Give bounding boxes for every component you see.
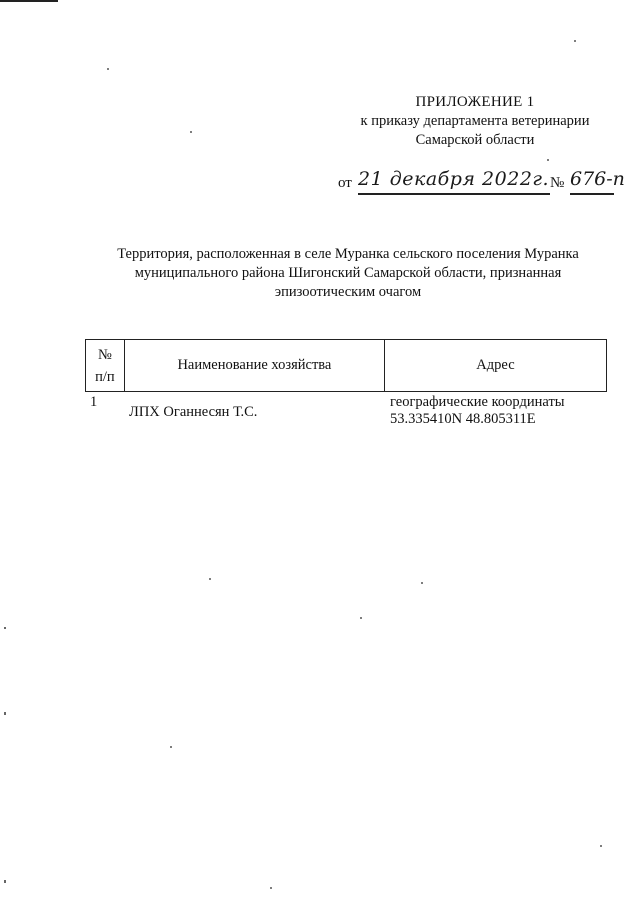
- row-address-line-2: 53.335410N 48.805311E: [390, 411, 536, 427]
- farms-table: [85, 339, 607, 392]
- scan-edge-mark: [0, 0, 58, 2]
- title-line-3: эпизоотическим очагом: [274, 284, 422, 300]
- scan-edge-mark: [4, 880, 6, 883]
- column-header-address: Адрес: [384, 340, 606, 392]
- table-header-row: [86, 340, 607, 392]
- appendix-header: [330, 93, 620, 150]
- scan-speck: [421, 582, 423, 584]
- date-prefix: от: [338, 175, 352, 191]
- row-number: 1: [90, 394, 98, 410]
- number-underline: [570, 193, 614, 195]
- scan-speck: [170, 746, 172, 748]
- row-address: [390, 394, 610, 428]
- title-line-2: муниципального района Шигонский Самарской области, признанная: [134, 265, 562, 281]
- scan-speck: [574, 40, 576, 42]
- scan-edge-mark: [4, 627, 6, 629]
- date-underline: [358, 193, 550, 195]
- column-header-number-abbr: п/п: [95, 368, 115, 385]
- column-header-number-symbol: №: [98, 346, 112, 363]
- row-farm-name: ЛПХ Оганнесян Т.С.: [129, 404, 258, 420]
- appendix-line-2: Самарской области: [415, 132, 535, 148]
- row-address-line-1: географические координаты: [390, 394, 565, 410]
- scan-edge-mark: [4, 712, 6, 715]
- handwritten-number: 676-п: [570, 168, 625, 190]
- scan-speck: [209, 578, 211, 580]
- scan-speck: [600, 845, 602, 847]
- document-title: [80, 245, 616, 302]
- scan-speck: [190, 131, 192, 133]
- handwritten-date: 21 декабря 2022г.: [358, 168, 550, 190]
- scan-speck: [360, 617, 362, 619]
- number-prefix: №: [550, 175, 565, 191]
- column-header-name: Наименование хозяйства: [124, 340, 384, 392]
- scan-speck: [107, 68, 109, 70]
- appendix-title: ПРИЛОЖЕНИЕ 1: [415, 94, 535, 110]
- title-line-1: Территория, расположенная в селе Муранка сельского поселения Муранка: [117, 246, 579, 262]
- scan-speck: [270, 887, 272, 889]
- appendix-line-1: к приказу департамента ветеринарии: [360, 113, 590, 129]
- scan-speck: [547, 159, 549, 161]
- column-header-number: [86, 340, 125, 392]
- order-date-line: [338, 168, 625, 198]
